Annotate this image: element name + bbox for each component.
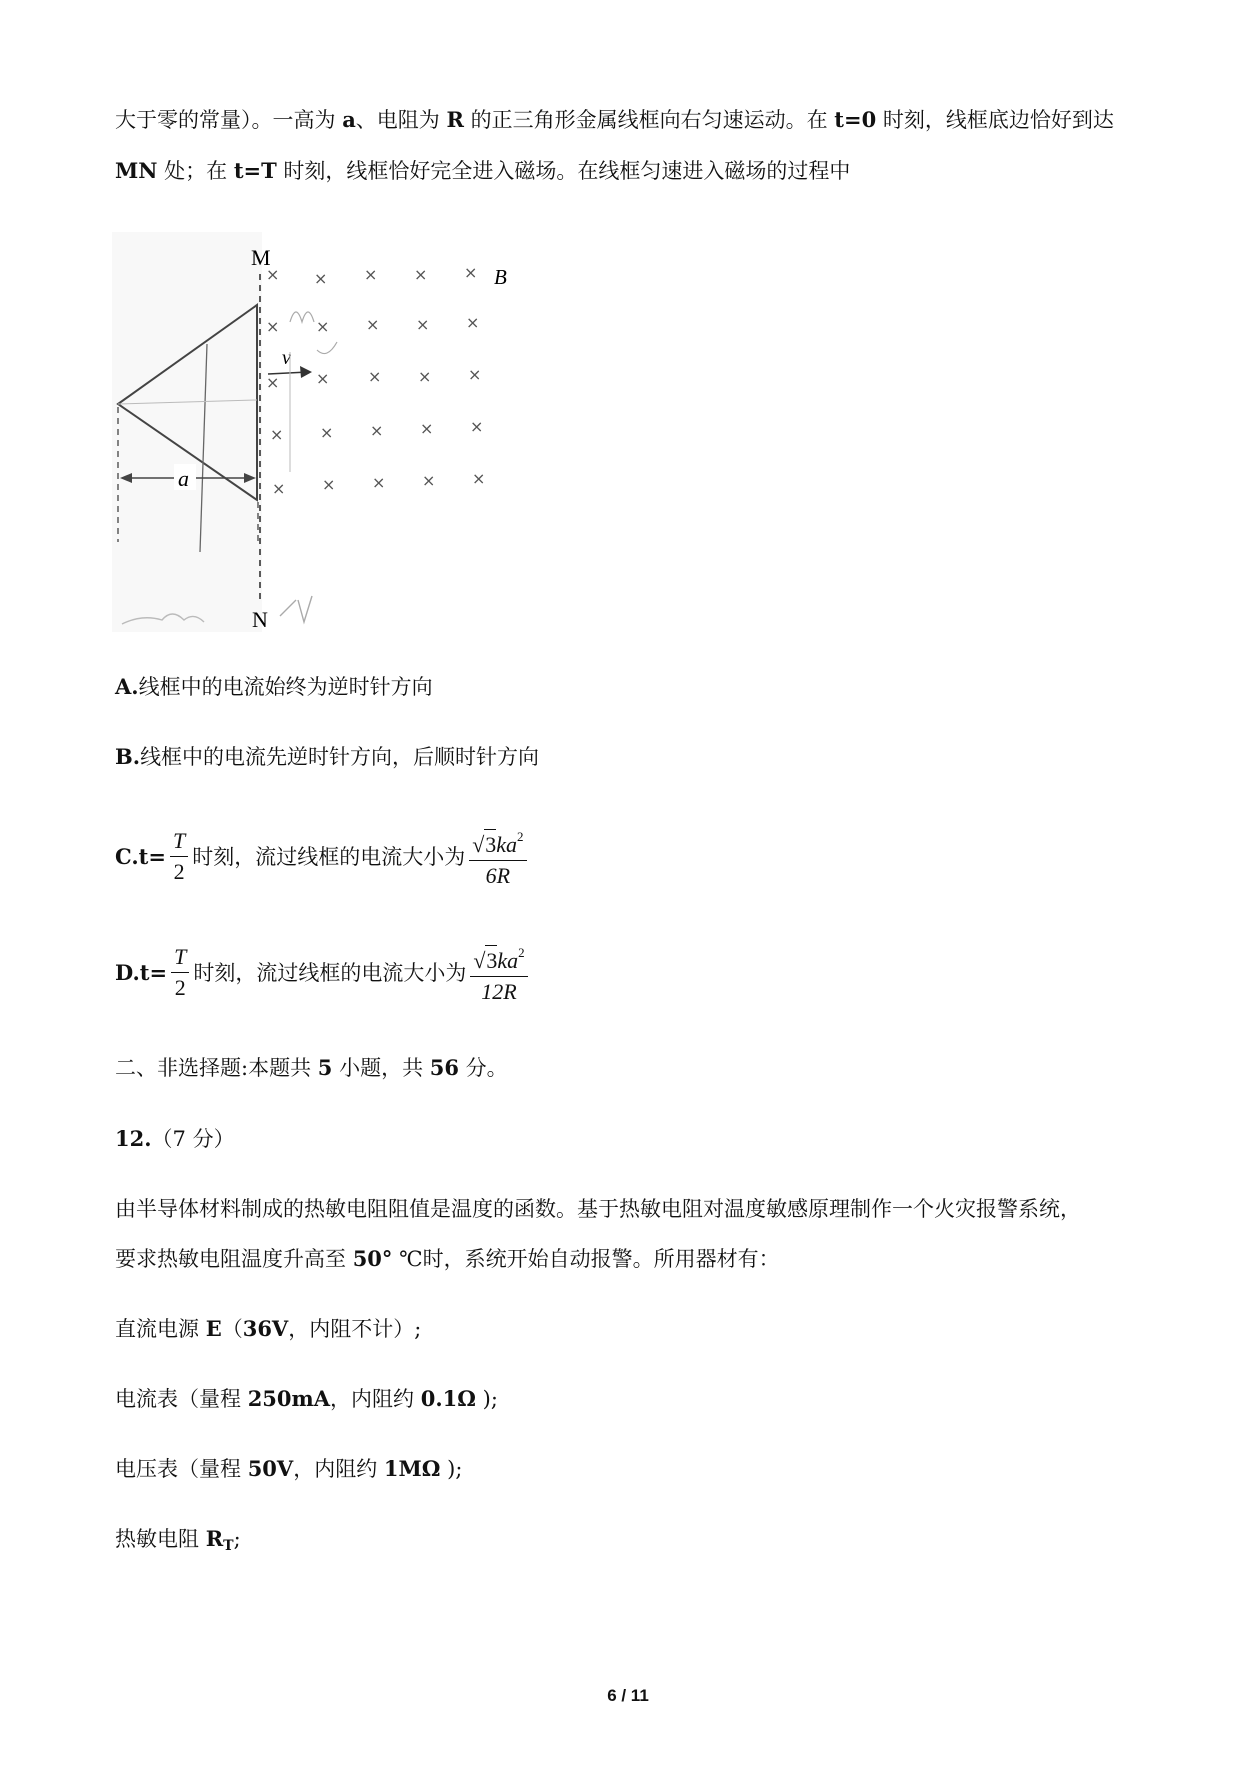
radicand: 3 xyxy=(485,945,497,976)
option-D-label: D.t= xyxy=(115,959,168,985)
magnetic-field-figure xyxy=(112,232,552,632)
field-cross: × xyxy=(266,265,280,284)
question-12-line-2 xyxy=(115,1244,780,1274)
section-2-heading xyxy=(115,1053,508,1083)
alarm-temperature: 50° xyxy=(352,1246,393,1271)
supply-voltage: 36V xyxy=(242,1316,289,1341)
text-fragment: 电压表（量程 xyxy=(115,1457,248,1481)
option-D-text: 时刻，流过线框的电流大小为 xyxy=(193,960,467,985)
voltmeter-resistance: 1MΩ xyxy=(383,1456,441,1481)
text-fragment: ); xyxy=(440,1457,463,1481)
scan-tint xyxy=(112,232,262,632)
field-cross: × xyxy=(466,313,480,332)
field-cross: × xyxy=(314,269,328,288)
field-cross: × xyxy=(366,315,380,334)
fraction-denominator: 12R xyxy=(481,979,517,1004)
question-12-line-1 xyxy=(115,1194,1081,1224)
text-fragment: （ xyxy=(221,1317,243,1341)
fraction-denominator: 2 xyxy=(173,859,185,884)
option-A-text: 线框中的电流始终为逆时针方向 xyxy=(138,675,433,699)
text-fragment: 的正三角形金属线框向右匀速运动。在 xyxy=(463,108,835,132)
field-cross: × xyxy=(320,423,334,442)
time-tT: t=T xyxy=(233,158,277,183)
field-cross: × xyxy=(364,265,378,284)
field-cross: × xyxy=(266,373,280,392)
field-cross: × xyxy=(470,417,484,436)
total-score: 56 xyxy=(429,1055,459,1080)
field-cross: × xyxy=(270,425,284,444)
label-N: N xyxy=(252,607,268,632)
question-number: 12. xyxy=(115,1126,152,1151)
text-fragment: 分。 xyxy=(458,1056,508,1080)
text-fragment: ; xyxy=(233,1527,241,1551)
option-B-text: 线框中的电流先逆时针方向，后顺时针方向 xyxy=(140,745,540,769)
question-12-heading xyxy=(115,1124,235,1154)
text-fragment: 、电阻为 xyxy=(355,108,447,132)
text-fragment: 时刻，线框恰好完全进入磁场。在线框匀速进入磁场的过程中 xyxy=(276,159,851,183)
field-cross: × xyxy=(266,317,280,336)
sqrt-expression xyxy=(473,945,497,976)
var-ka: ka xyxy=(497,948,519,973)
option-C-time-fraction xyxy=(170,826,188,887)
option-D-current-fraction xyxy=(470,938,527,1007)
field-cross: × xyxy=(422,471,436,490)
label-v: v xyxy=(282,347,291,369)
option-C xyxy=(115,822,531,891)
option-C-label: C.t= xyxy=(115,843,166,869)
text-fragment: 要求热敏电阻温度升高至 xyxy=(115,1247,353,1271)
field-cross: × xyxy=(368,367,382,386)
field-cross: × xyxy=(370,421,384,440)
field-cross: × xyxy=(418,367,432,386)
text-fragment: 时刻，线框底边恰好到达 xyxy=(876,108,1114,132)
text-fragment: ，内阻不计）; xyxy=(288,1317,422,1341)
text-fragment: 处；在 xyxy=(157,159,234,183)
text-fragment: 直流电源 xyxy=(115,1317,206,1341)
text-fragment: 小题，共 xyxy=(332,1056,430,1080)
exponent: 2 xyxy=(517,829,524,844)
radical-sign: √ xyxy=(473,948,486,973)
radical-sign: √ xyxy=(472,832,485,857)
text-fragment: ，内阻约 xyxy=(293,1457,384,1481)
ammeter-resistance: 0.1Ω xyxy=(420,1386,476,1411)
page-number: 6 / 11 xyxy=(607,1686,649,1705)
text-fragment: ，内阻约 xyxy=(330,1387,421,1411)
sqrt-expression xyxy=(472,829,496,860)
text-fragment: ℃时，系统开始自动报警。所用器材有： xyxy=(392,1247,780,1271)
field-cross: × xyxy=(468,365,482,384)
equipment-item-ammeter xyxy=(115,1384,498,1414)
fraction-numerator: T xyxy=(171,942,189,973)
intro-line-2 xyxy=(115,156,850,186)
text-fragment: 大于零的常量）。一高为 xyxy=(115,108,343,132)
fraction-denominator: 6R xyxy=(485,863,511,888)
fraction-numerator xyxy=(469,822,526,861)
option-B-label: B. xyxy=(115,744,141,769)
fraction-numerator xyxy=(470,938,527,977)
ammeter-range: 250mA xyxy=(247,1386,331,1411)
field-cross: × xyxy=(272,479,286,498)
field-cross: × xyxy=(416,315,430,334)
var-ka: ka xyxy=(496,832,518,857)
equipment-item-thermistor xyxy=(115,1524,241,1561)
fraction-denominator: 2 xyxy=(174,975,186,1000)
exponent: 2 xyxy=(518,945,525,960)
option-A xyxy=(115,672,433,702)
question-count: 5 xyxy=(317,1055,333,1080)
field-cross: × xyxy=(322,475,336,494)
intro-line-1 xyxy=(115,105,1114,135)
field-cross: × xyxy=(464,263,478,282)
label-B: B xyxy=(494,265,507,289)
text-fragment: 由半导体材料制成的热敏电阻阻值是温度的函数。基于热敏电阻对温度敏感原理制作一个火灾报警系统， xyxy=(115,1197,1081,1221)
option-D xyxy=(115,938,532,1007)
field-cross: × xyxy=(472,469,486,488)
var-R: R xyxy=(446,107,464,132)
var-E: E xyxy=(205,1316,222,1341)
text-fragment: ); xyxy=(475,1387,498,1411)
time-t0: t=0 xyxy=(834,107,877,132)
label-a: a xyxy=(178,466,189,491)
equipment-item-voltmeter xyxy=(115,1454,462,1484)
option-A-label: A. xyxy=(115,674,139,699)
var-R: R xyxy=(205,1526,224,1551)
field-cross: × xyxy=(316,369,330,388)
subscript-T: T xyxy=(223,1538,234,1554)
equipment-item-power xyxy=(115,1314,421,1344)
text-fragment: 本题共 xyxy=(248,1056,318,1080)
question-points: （7 分） xyxy=(151,1127,235,1151)
text-fragment: 电流表（量程 xyxy=(115,1387,248,1411)
var-a: a xyxy=(342,107,356,132)
option-C-current-fraction xyxy=(469,822,526,891)
fraction-numerator: T xyxy=(170,826,188,857)
section-2-title: 二、非选择题: xyxy=(115,1056,249,1080)
var-MN: MN xyxy=(115,158,158,183)
radicand: 3 xyxy=(484,829,496,860)
field-cross: × xyxy=(372,473,386,492)
field-cross: × xyxy=(414,265,428,284)
voltmeter-range: 50V xyxy=(247,1456,294,1481)
option-B xyxy=(115,742,539,772)
field-cross: × xyxy=(316,317,330,336)
field-cross: × xyxy=(420,419,434,438)
label-M: M xyxy=(251,245,271,270)
text-fragment: 热敏电阻 xyxy=(115,1527,206,1551)
option-D-time-fraction xyxy=(171,942,189,1003)
option-C-text: 时刻，流过线框的电流大小为 xyxy=(192,844,466,869)
